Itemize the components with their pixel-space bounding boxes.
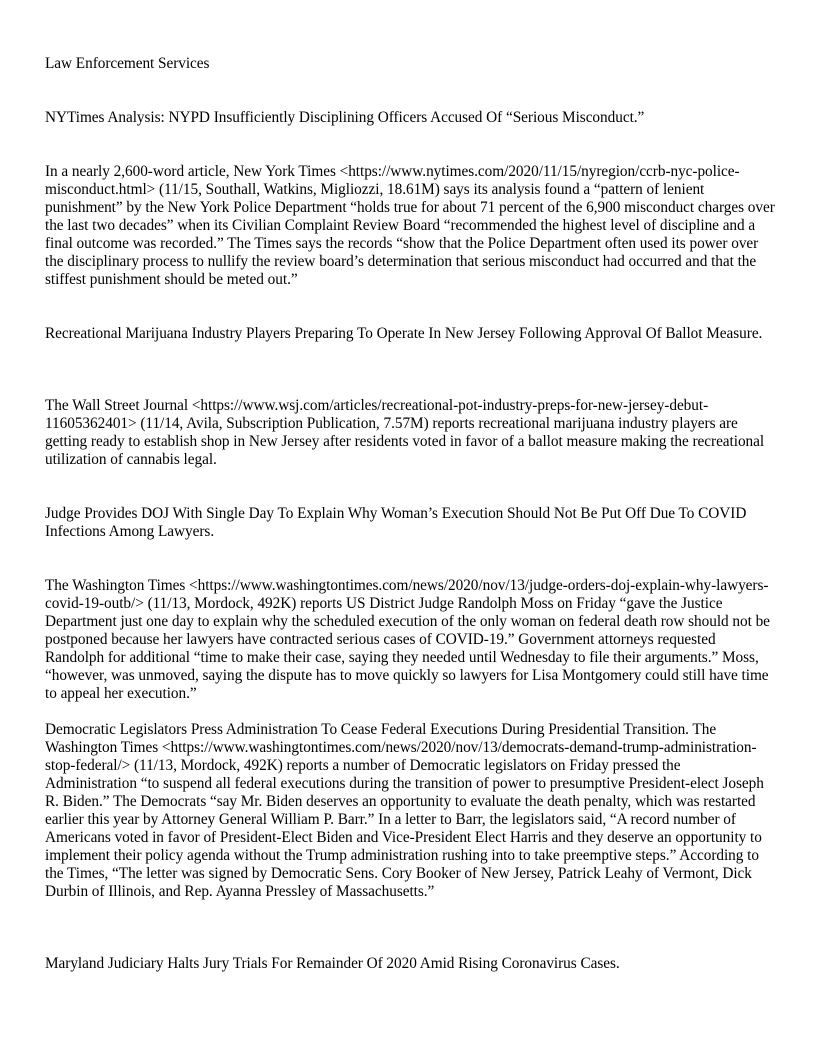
article-1-headline: NYTimes Analysis: NYPD Insufficiently Disciplining Officers Accused Of “Serious Misconduct.” bbox=[45, 109, 645, 126]
section-title: Law Enforcement Services bbox=[45, 55, 210, 72]
article-2-body: The Wall Street Journal <https://www.wsj.com/articles/recreational-pot-industry-preps-for-new-jersey-debut-11605362401> (11/14, Avila, Subscription Publication, 7.57M) reports recreational marijuana industry players are getting ready to establish shop in New Jersey after residents voted in favor of a ballot measure making the recreational utilization of cannabis legal. bbox=[45, 397, 765, 468]
article-4-body: Democratic Legislators Press Administration To Cease Federal Executions During Presidential Transition. The Washington Times <https://www.washingtontimes.com/news/2020/nov/13/democrats-demand-trump-administration-stop-federal/> (11/13, Mordock, 492K) reports a number of Democratic legislators on Friday pressed the Administration “to suspend all federal executions during the transition of power to presumptive President-elect Joseph R. Biden.” The Democrats “say Mr. Biden deserves an opportunity to evaluate the death penalty, which was restarted earlier this year by Attorney General William P. Barr.” In a letter to Barr, the legislators said, “A record number of Americans voted in favor of President-Elect Biden and Vice-President Elect Harris and they deserve an opportunity to implement their policy agenda without the Trump administration rushing into to take preemptive steps.” According to the Times, “The letter was signed by Democratic Sens. Cory Booker of New Jersey, Patrick Leahy of Vermont, Dick Durbin of Illinois, and Rep. Ayanna Pressley of Massachusetts.” bbox=[45, 721, 764, 900]
article-3-body: The Washington Times <https://www.washingtontimes.com/news/2020/nov/13/judge-orders-doj-explain-why-lawyers-covid-19-outb/> (11/13, Mordock, 492K) reports US District Judge Randolph Moss on Friday “gave the Justice Department just one day to explain why the scheduled execution of the only woman on federal death row should not be postponed because her lawyers have contracted serious cases of COVID-19.” Government attorneys requested Randolph for additional “time to make their case, saying they needed until Wednesday to file their arguments.” Moss, “however, was unmoved, saying the dispute has to move quickly so lawyers for Lisa Montgomery could still have time to appeal her execution.” bbox=[45, 577, 770, 702]
article-5-headline: Maryland Judiciary Halts Jury Trials For Remainder Of 2020 Amid Rising Coronavirus Cases. bbox=[45, 955, 620, 972]
article-3-headline: Judge Provides DOJ With Single Day To Explain Why Woman’s Execution Should Not Be Put Off Due To COVID Infections Among Lawyers. bbox=[45, 505, 747, 540]
article-2-headline: Recreational Marijuana Industry Players Preparing To Operate In New Jersey Following Approval Of Ballot Measure. bbox=[45, 325, 763, 342]
article-1-body: In a nearly 2,600-word article, New York Times <https://www.nytimes.com/2020/11/15/nyregion/ccrb-nyc-police-misconduct.html> (11/15, Southall, Watkins, Migliozzi, 18.61M) says its analysis found a “pattern of lenient punishment” by the New York Police Department “holds true for about 71 percent of the 6,900 misconduct charges over the last two decades” when its Civilian Complaint Review Board “recommended the highest level of discipline and a final outcome was recorded.” The Times says the records “show that the Police Department often used its power over the disciplinary process to nullify the review board’s determination that serious misconduct had occurred and that the stiffest punishment should be meted out.” bbox=[45, 163, 775, 288]
